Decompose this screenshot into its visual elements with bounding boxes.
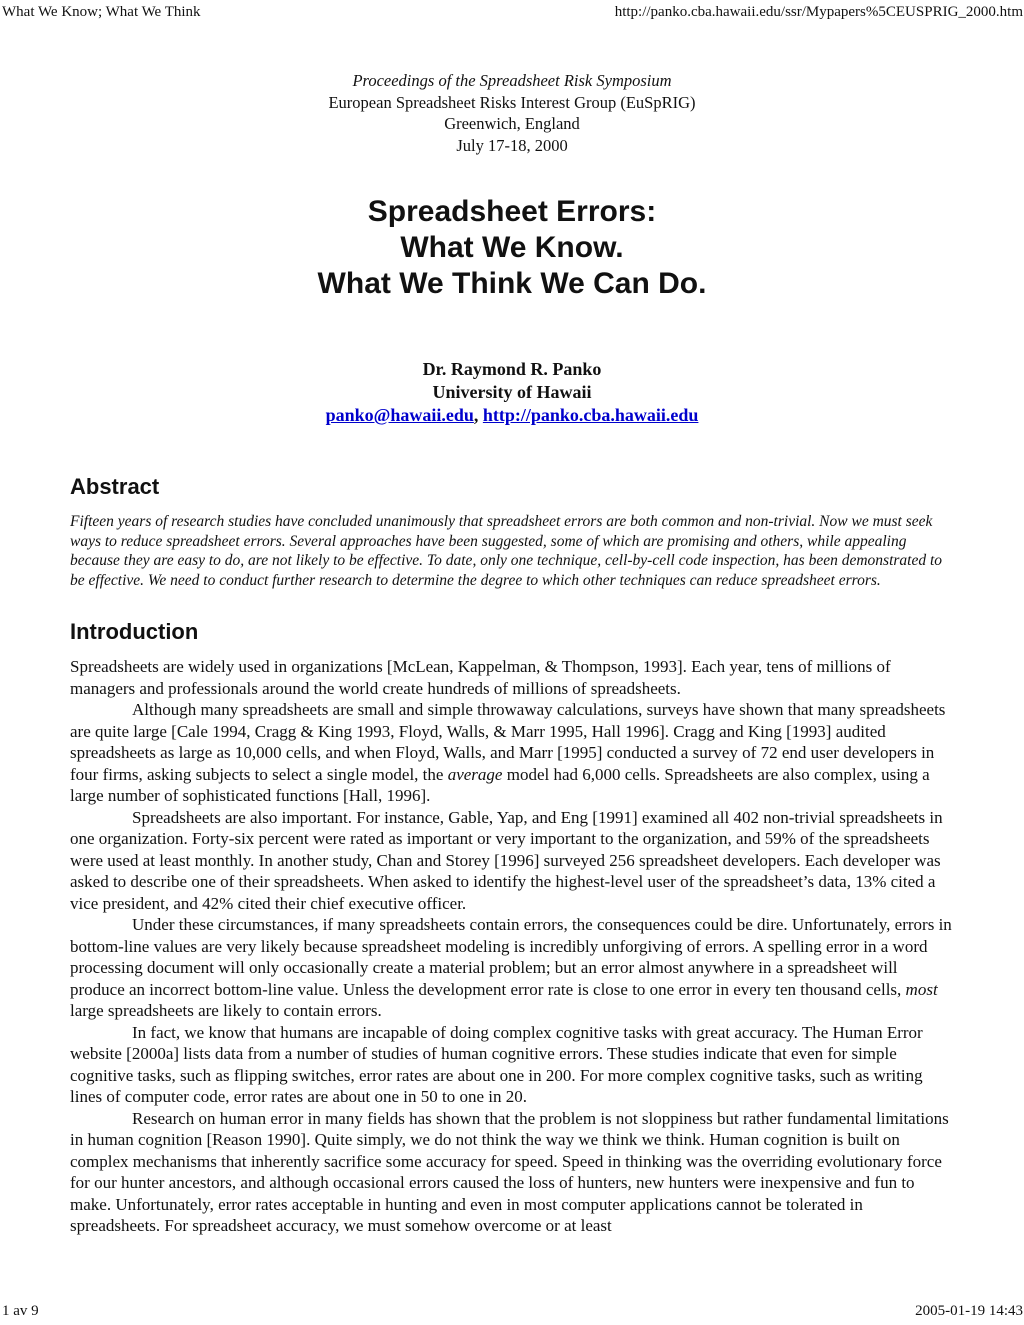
print-footer (0, 1301, 1024, 1321)
abstract-heading: Abstract (70, 474, 160, 499)
proceedings-venue: Proceedings of the Spreadsheet Risk Symposium (352, 71, 672, 90)
paper-title (70, 194, 954, 302)
intro-paragraph-4-emphasis: most (905, 979, 938, 999)
print-header-title: What We Know; What We Think (2, 4, 201, 20)
paper-title-line-1: Spreadsheet Errors: (367, 195, 657, 228)
intro-paragraph-5: In fact, we know that humans are incapable of doing complex cognitive tasks with great accuracy. The Human Error website [2000a] lists data from a number of studies of human cognitive errors. These studies indicate that even for simple cognitive tasks, such as flipping switches, error rates are about one in 200. For more complex cognitive tasks, such as writing lines of computer code, error rates are about one in 50 to one in 20. (70, 1022, 923, 1106)
intro-paragraph-2-part-a: Although many spreadsheets are small and simple throwaway calculations, surveys have shown that many spreadsheets are quite large [Cale 1994, Cragg & King 1993, Floyd, Walls, & Marr 1995, Hall 1996]. Cragg and King [1993] audited spreadsheets as large as 10,000 cells, and when Floyd, Walls, and Marr [1995] conducted a survey of 72 end user developers in four firms, asking subjects to select a single model, the (70, 700, 946, 784)
author-block (70, 358, 954, 427)
paper-body (70, 70, 954, 1237)
intro-paragraph-2-part-b: model had 6,000 cells. Spreadsheets are also complex, using a large number of sophisticated functions [Hall, 1996]. (70, 764, 930, 805)
intro-paragraph-3: Spreadsheets are also important. For instance, Gable, Yap, and Eng [1991] examined all 402 non-trivial spreadsheets in one organization. Forty-six percent were rated as important or very important to the organization, and 59% of the spreadsheets were used at least monthly. In another study, Chan and Storey [1996] surveyed 256 spreadsheet developers. Each developer was asked to describe one of their spreadsheets. When asked to identify the highest-level user of the spreadsheet’s data, 13% cited a vice president, and 42% cited their chief executive officer. (70, 807, 943, 913)
print-timestamp: 2005-01-19 14:43 (915, 1303, 1023, 1319)
introduction-body (70, 656, 954, 1237)
proceedings-date: July 17-18, 2000 (456, 135, 568, 155)
paper-title-line-3: What We Think We Can Do. (317, 267, 707, 300)
intro-paragraph-4-part-b: large spreadsheets are likely to contain errors. (70, 1001, 382, 1020)
intro-paragraph-2-emphasis: average (447, 764, 503, 784)
introduction-heading: Introduction (70, 619, 199, 644)
paper-title-line-2: What We Know. (400, 231, 624, 264)
intro-paragraph-2 (70, 699, 954, 807)
abstract-text: Fifteen years of research studies have concluded unanimously that spreadsheet errors are both common and non-trivial. Now we must seek ways to reduce spreadsheet errors. Several approaches have been suggested, some of which are promising and others, while appealing because they are easy to do, are not likely to be effective. To date, only one technique, cell-by-cell code inspection, has been demonstrated to be effective. We need to conduct further research to determine the degree to which other techniques can reduce spreadsheet errors. (70, 513, 943, 589)
proceedings-group: European Spreadsheet Risks Interest Group (EuSpRIG) (328, 92, 696, 112)
page-counter: 1 av 9 (2, 1303, 39, 1319)
author-name: Dr. Raymond R. Panko (422, 359, 602, 379)
author-contact-separator: , (473, 405, 483, 425)
author-email-link[interactable]: panko@hawaii.edu (325, 405, 474, 425)
proceedings-location: Greenwich, England (444, 114, 580, 133)
author-contact (70, 404, 954, 427)
intro-paragraph-6: Research on human error in many fields has shown that the problem is not sloppiness but rather fundamental limitations in human cognition [Reason 1990]. Quite simply, we do not think the way we think we think. Human cognition is built on complex mechanisms that inherently sacrifice some accuracy for speed. Speed in thinking was the overriding evolutionary force for our hunter ancestors, and although occasional errors caused the loss of hunters, new hunters were inexpensive and fun to make. Unfortunately, error rates acceptable in hunting and even in most computer applications cannot be tolerated in spreadsheets. For spreadsheet accuracy, we must somehow overcome or at least (70, 1108, 949, 1235)
author-affiliation: University of Hawaii (432, 382, 592, 402)
intro-paragraph-1: Spreadsheets are widely used in organizations [McLean, Kappelman, & Thompson, 1993]. Each year, tens of millions of managers and professionals around the world create hundreds of millions of spreadsheets. (70, 657, 891, 698)
print-header (0, 2, 1024, 22)
author-url-link[interactable]: http://panko.cba.hawaii.edu (482, 405, 699, 425)
intro-paragraph-4-part-a: Under these circumstances, if many spreadsheets contain errors, the consequences could be dire. Unfortunately, errors in bottom-line values are very likely because spreadsheet modeling is incredibly unforgiving of errors. A spelling error in a word processing document will only occasionally create a material problem; but an error almost anywhere in a spreadsheet will produce an incorrect bottom-line value. Unless the development error rate is close to one error in every ten thousand cells, (70, 915, 952, 999)
proceedings-block (70, 70, 954, 156)
print-header-url: http://panko.cba.hawaii.edu/ssr/Mypapers%5CEUSPRIG_2000.htm (614, 4, 1023, 20)
intro-paragraph-4 (70, 914, 954, 1022)
